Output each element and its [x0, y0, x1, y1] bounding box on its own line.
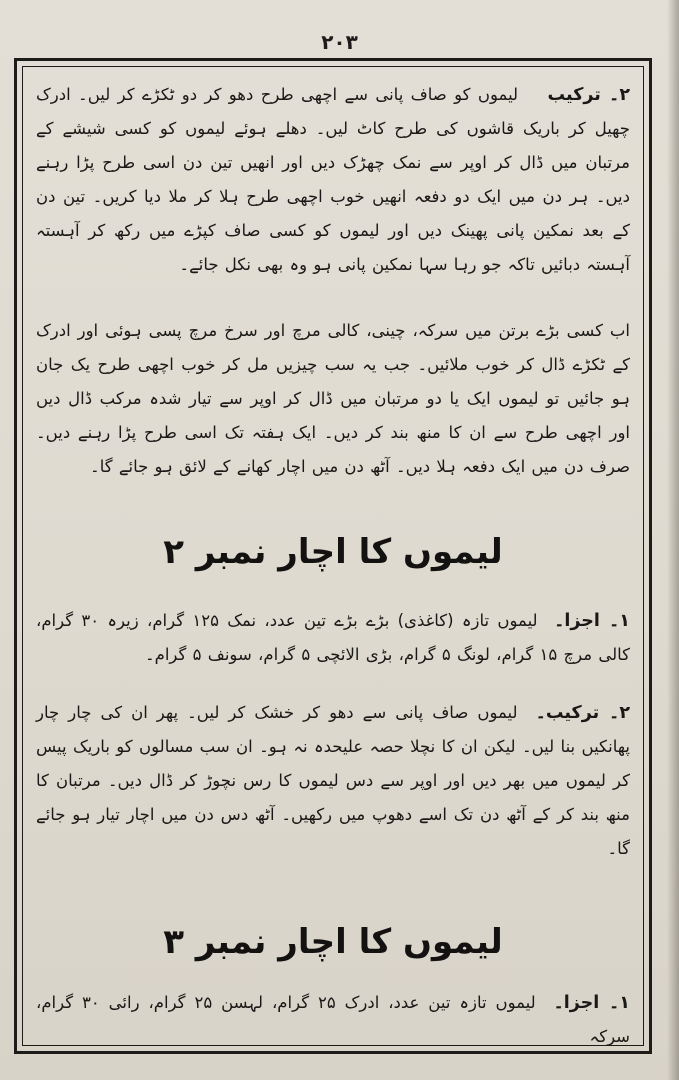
- recipe2-method-text: لیموں صاف پانی سے دھو کر خشک کر لیں۔ پھر ان کی چار چار پھانکیں بنا لیں۔ لیکن ان کا نچلا حصہ علیحدہ نہ ہو۔ ان سب مسالوں کو باریک پیس کر لیموں میں بھر دیں اور اوپر سے دس لیموں کا رس نچوڑ کر ڈال دیں۔ مرتبان کا منھ بند کر کے آٹھ دن تک اسے دھوپ میں رکھیں۔ آٹھ دس دن میں اچار تیار ہو جائے گا۔: [36, 703, 630, 858]
- recipe3-ingredients-paragraph: [32, 986, 634, 1054]
- recipe3-heading: لیموں کا اچار نمبر ۳: [163, 922, 503, 962]
- recipe2-ingredients-lead: ۱۔ اجزا۔: [554, 611, 630, 631]
- recipe2-ingredients-paragraph: [32, 604, 634, 672]
- recipe2-ingredients-text: لیموں تازہ (کاغذی) بڑے بڑے تین عدد، نمک ۱۲۵ گرام، زیرہ ۳۰ گرام، کالی مرچ ۱۵ گرام، لونگ ۵ گرام، بڑی الائچی ۵ گرام، سونف ۵ گرام۔: [36, 611, 630, 664]
- recipe1-continuation-text: اب کسی بڑے برتن میں سرکہ، چینی، کالی مرچ اور سرخ مرچ پسی ہوئی اور ادرک کے ٹکڑے ڈال کر خوب ملائیں۔ جب یہ سب چیزیں مل کر خوب اچھی طرح یک جان ہو جائیں تو لیموں ایک یا دو مرتبان میں ڈال کر اوپر سے تیار شدہ مرکب ڈال دیں اور اچھی طرح سے ان کا منھ بند کر دیں۔ ایک ہفتہ تک اسی طرح پڑا رہنے دیں۔ صرف دن میں ایک دفعہ ہلا دیں۔ آٹھ دن میں اچار کھانے کے لائق ہو جائے گا۔: [36, 321, 630, 476]
- recipe3-ingredients-lead: ۱۔ اجزا۔: [553, 993, 630, 1013]
- page-number: ۲۰۳: [321, 30, 358, 54]
- recipe1-method-paragraph: [32, 78, 634, 282]
- recipe1-continuation-paragraph: [32, 314, 634, 484]
- page-edge-shadow: [667, 0, 679, 1080]
- recipe2-method-paragraph: [32, 696, 634, 866]
- recipe2-method-lead: ۲۔ ترکیب۔: [535, 703, 630, 723]
- recipe3-ingredients-text: لیموں تازہ تین عدد، ادرک ۲۵ گرام، لہسن ۲۵ گرام، رائی ۳۰ گرام، سرکہ: [36, 993, 630, 1046]
- recipe1-method-lead: ۲۔ ترکیب: [547, 85, 630, 105]
- recipe1-method-text: لیموں کو صاف پانی سے اچھی طرح دھو کر دو ٹکڑے کر لیں۔ ادرک چھیل کر باریک قاشوں کی طرح کاٹ لیں۔ دھلے ہوئے لیموں کو کسی شیشے کے مرتبان میں ڈال کر اوپر سے نمک چھڑک دیں اور انھیں تین دن اسی طرح پڑا رہنے دیں۔ ہر دن میں ایک دو دفعہ انھیں خوب اچھی طرح ہلا کر ملا دیا کریں۔ تین دن کے بعد نمکین پانی پھینک دیں اور لیموں کو کسی صاف کپڑے میں رکھ کر آہستہ آہستہ دبائیں تاکہ جو رہا سہا نمکین پانی ہو وہ بھی نکل جائے۔: [36, 85, 630, 274]
- recipe2-heading: لیموں کا اچار نمبر ۲: [163, 532, 503, 572]
- page-body: [32, 74, 634, 1046]
